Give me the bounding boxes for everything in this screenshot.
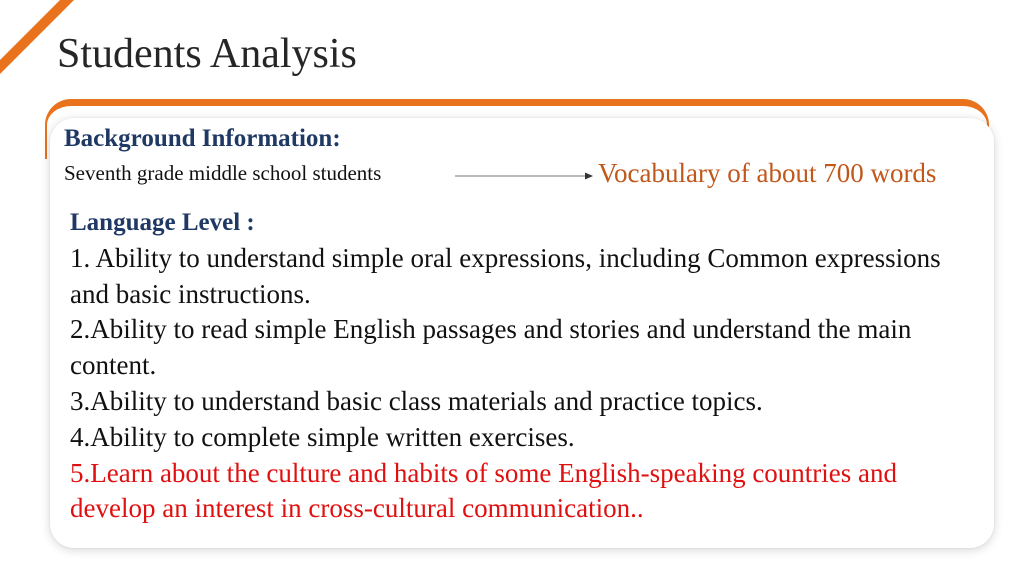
- language-level-section: [70, 205, 975, 527]
- slide-title: Students Analysis: [57, 31, 357, 77]
- language-level-heading: Language Level :: [70, 209, 255, 236]
- background-subject: Seventh grade middle school students: [64, 161, 382, 185]
- language-item-3: 3.Ability to understand basic class materials and practice topics.: [70, 385, 763, 416]
- language-item-4: 4.Ability to complete simple written exercises.: [70, 421, 575, 452]
- language-item-1: 1. Ability to understand simple oral expressions, including Common expressions and basic instructions.: [70, 242, 941, 309]
- language-item-5: 5.Learn about the culture and habits of some English-speaking countries and develop an interest in cross-cultural communication..: [70, 457, 898, 524]
- arrow-right-icon: [455, 169, 595, 183]
- vocabulary-result: Vocabulary of about 700 words: [598, 158, 937, 188]
- background-heading: Background Information:: [64, 125, 341, 152]
- language-item-2: 2.Ability to read simple English passages and stories and understand the main content.: [70, 314, 912, 381]
